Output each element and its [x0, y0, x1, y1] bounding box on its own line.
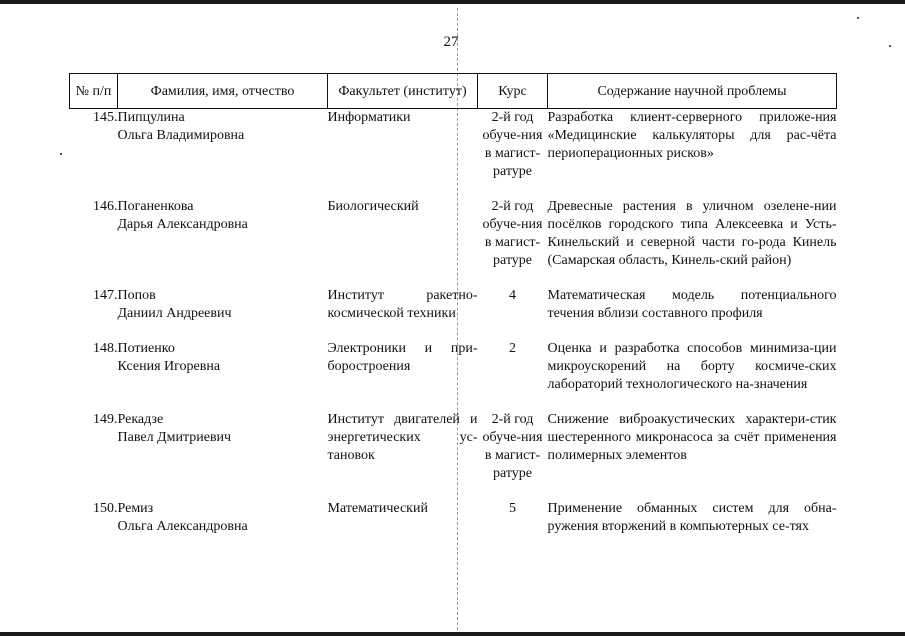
student-name — [118, 411, 328, 500]
table-row — [70, 198, 837, 287]
student-name — [118, 109, 328, 199]
header-course: Курс — [478, 74, 548, 109]
research-topic: Математическая модель потенциального течения вблизи составного профиля — [547, 288, 837, 321]
research-topic: Древесные растения в уличном озелене-нии посёлков городского типа Алексеевка и Усть-Кинельский и северной части го-рода Кинель (Самарская область, Кинель-ский район) — [547, 199, 837, 268]
research-topic: Снижение виброакустических характери-стик шестеренного микронасоса за счёт применения полимерных элементов — [547, 412, 837, 463]
student-surname: Ремиз — [117, 501, 154, 516]
student-given-names: Дарья Александровна — [117, 217, 248, 232]
scan-border-bottom — [0, 632, 905, 636]
faculty: Математический — [327, 501, 428, 516]
header-full-name: Фамилия, имя, отчество — [118, 74, 328, 109]
student-surname: Пипцулина — [117, 110, 185, 125]
student-surname: Поганенкова — [117, 199, 194, 214]
row-number: 148. — [93, 341, 118, 356]
course: 2-й год обуче-ния в магист-ратуре — [482, 412, 543, 481]
page-number: 27 — [443, 34, 459, 50]
scan-speck — [857, 17, 859, 19]
student-given-names: Ольга Владимировна — [117, 128, 245, 143]
faculty: Электроники и при-боростроения — [327, 341, 478, 374]
student-name — [118, 198, 328, 287]
student-surname: Потиенко — [117, 341, 175, 356]
student-name — [118, 287, 328, 340]
header-research-topic: Содержание научной проблемы — [548, 74, 837, 109]
course: 5 — [509, 501, 516, 516]
student-given-names: Ольга Александровна — [117, 519, 248, 534]
research-topic: Разработка клиент-серверного приложе-ния «Медицинские калькуляторы для рас-чёта периоперационных рисков» — [547, 110, 837, 161]
scan-speck — [60, 153, 62, 155]
header-faculty: Факультет (институт) — [328, 74, 478, 109]
table-row — [70, 109, 837, 199]
faculty: Информатики — [327, 110, 411, 125]
research-topic: Оценка и разработка способов минимиза-ции микроускорений на борту космиче-ских лабораторий технологического на-значения — [547, 341, 837, 392]
student-given-names: Даниил Андреевич — [117, 306, 232, 321]
scan-speck — [889, 45, 891, 47]
table-header-row — [70, 74, 837, 109]
table-row — [70, 500, 837, 536]
student-given-names: Павел Дмитриевич — [117, 430, 232, 445]
faculty: Институт двигателей и энергетических ус-тановок — [327, 412, 478, 463]
course: 2 — [509, 341, 516, 356]
student-surname: Попов — [117, 288, 156, 303]
research-topic: Применение обманных систем для обна-ружения вторжений в компьютерных се-тях — [547, 501, 837, 534]
row-number: 150. — [93, 501, 118, 516]
faculty: Институт ракетно-космической техники — [327, 288, 478, 321]
row-number: 147. — [93, 288, 118, 303]
table-row — [70, 287, 837, 340]
student-name — [118, 500, 328, 536]
student-given-names: Ксения Игоревна — [117, 359, 221, 374]
faculty: Биологический — [327, 199, 419, 214]
scan-border-top — [0, 0, 905, 4]
table-row — [70, 340, 837, 411]
table-row — [70, 411, 837, 500]
student-name — [118, 340, 328, 411]
course: 2-й год обуче-ния в магист-ратуре — [482, 199, 543, 268]
row-number: 146. — [93, 199, 118, 214]
student-surname: Рекадзе — [117, 412, 164, 427]
course: 2-й год обуче-ния в магист-ратуре — [482, 110, 543, 179]
header-number: № п/п — [70, 74, 118, 109]
course: 4 — [509, 288, 516, 303]
student-register-table — [69, 73, 837, 536]
row-number: 145. — [93, 110, 118, 125]
row-number: 149. — [93, 412, 118, 427]
